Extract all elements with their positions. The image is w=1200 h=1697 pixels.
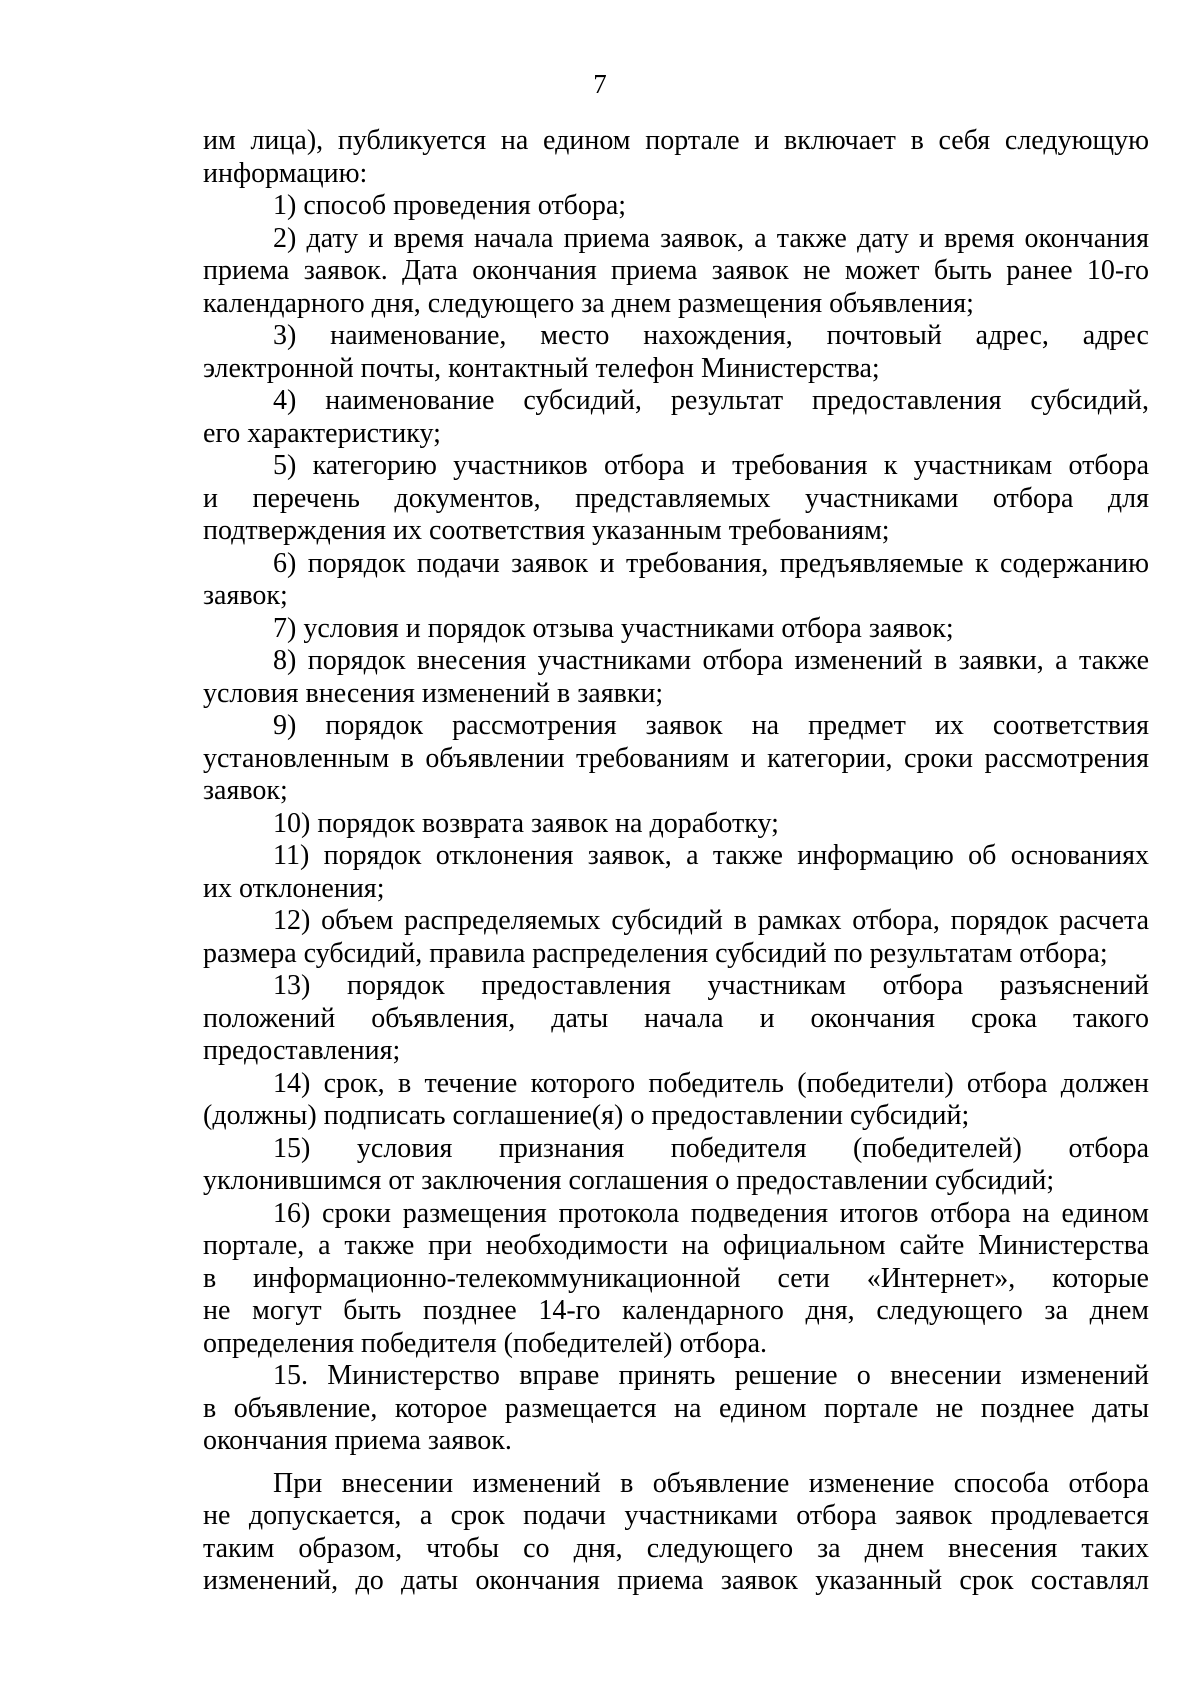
paragraph xyxy=(203,970,1149,1068)
paragraph xyxy=(203,1468,1149,1598)
paragraph xyxy=(203,1360,1149,1458)
paragraph xyxy=(203,1198,1149,1361)
text-line: в объявление, которое размещается на едином портале не позднее даты xyxy=(203,1392,1149,1424)
text-line: 6) порядок подачи заявок и требования, предъявляемые к содержанию xyxy=(273,547,1149,579)
text-line: 13) порядок предоставления участникам отбора разъяснений xyxy=(273,970,1149,1001)
paragraph xyxy=(203,450,1149,548)
text-line: изменений, до даты окончания приема заявок указанный срок составлял xyxy=(203,1565,1149,1596)
text-line: таким образом, чтобы со дня, следующего за днем внесения таких xyxy=(203,1532,1149,1564)
text-line: 2) дату и время начала приема заявок, а также дату и время окончания xyxy=(273,222,1149,254)
text-line: 15. Министерство вправе принять решение о внесении изменений xyxy=(273,1360,1149,1391)
paragraph xyxy=(203,808,1149,841)
text-line: При внесении изменений в объявление изменение способа отбора xyxy=(273,1467,1149,1499)
text-line: предоставления; xyxy=(203,1035,401,1066)
text-line: его характеристику; xyxy=(203,417,441,449)
paragraph xyxy=(203,613,1149,646)
text-line: 12) объем распределяемых субсидий в рамках отбора, порядок расчета xyxy=(273,905,1149,936)
text-line: установленным в объявлении требованиям и категории, сроки рассмотрения xyxy=(203,742,1149,774)
page-number: 7 xyxy=(593,69,607,99)
text-line: 1) способ проведения отбора; xyxy=(273,190,627,221)
text-line: подтверждения их соответствия указанным требованиям; xyxy=(203,515,890,546)
text-line: размера субсидий, правила распределения субсидий по результатам отбора; xyxy=(203,937,1108,969)
text-line: их отклонения; xyxy=(203,872,385,904)
text-line: приема заявок. Дата окончания приема заявок не может быть ранее 10-го xyxy=(203,255,1149,286)
text-line: и перечень документов, представляемых участниками отбора для xyxy=(203,482,1149,514)
paragraph xyxy=(203,645,1149,710)
text-line: 7) условия и порядок отзыва участниками отбора заявок; xyxy=(273,612,954,644)
text-line: 14) срок, в течение которого победитель (победители) отбора должен xyxy=(273,1067,1149,1099)
document-body xyxy=(203,125,1149,1598)
paragraph xyxy=(203,125,1149,190)
text-line: 5) категорию участников отбора и требования к участникам отбора xyxy=(273,450,1149,481)
text-line: информацию: xyxy=(203,157,368,189)
text-line: заявок; xyxy=(203,775,288,806)
text-line: заявок; xyxy=(203,580,288,611)
text-line: 16) сроки размещения протокола подведения итогов отбора на едином xyxy=(273,1197,1149,1229)
text-line: электронной почты, контактный телефон Министерства; xyxy=(203,352,880,384)
paragraph xyxy=(203,710,1149,808)
text-line: 11) порядок отклонения заявок, а также информацию об основаниях xyxy=(273,840,1149,871)
text-line: портале, а также при необходимости на официальном сайте Министерства xyxy=(203,1230,1149,1261)
paragraph xyxy=(203,905,1149,970)
text-line: (должны) подписать соглашение(я) о предоставлении субсидий; xyxy=(203,1100,970,1131)
paragraph xyxy=(203,223,1149,321)
text-line: уклонившимся от заключения соглашения о предоставлении субсидий; xyxy=(203,1165,1055,1196)
paragraph xyxy=(203,1068,1149,1133)
text-line: не допускается, а срок подачи участниками отбора заявок продлевается xyxy=(203,1500,1149,1531)
paragraph xyxy=(203,1133,1149,1198)
text-line: им лица), публикуется на едином портале и включает в себя следующую xyxy=(203,125,1149,156)
text-line: не могут быть позднее 14-го календарного дня, следующего за днем xyxy=(203,1295,1149,1326)
text-line: календарного дня, следующего за днем размещения объявления; xyxy=(203,287,974,319)
text-line: 10) порядок возврата заявок на доработку; xyxy=(273,807,779,839)
text-line: 4) наименование субсидий, результат предоставления субсидий, xyxy=(273,385,1149,416)
text-line: окончания приема заявок. xyxy=(203,1425,512,1456)
text-line: 3) наименование, место нахождения, почтовый адрес, адрес xyxy=(273,320,1149,351)
paragraph xyxy=(203,385,1149,450)
text-line: условия внесения изменений в заявки; xyxy=(203,677,664,709)
text-line: определения победителя (победителей) отбора. xyxy=(203,1327,768,1359)
paragraph xyxy=(203,320,1149,385)
paragraph xyxy=(203,548,1149,613)
paragraph xyxy=(203,840,1149,905)
text-line: в информационно-телекоммуникационной сети «Интернет», которые xyxy=(203,1262,1149,1294)
text-line: 15) условия признания победителя (победителей) отбора xyxy=(273,1132,1149,1164)
text-line: 9) порядок рассмотрения заявок на предмет их соответствия xyxy=(273,710,1149,741)
paragraph xyxy=(203,190,1149,223)
text-line: 8) порядок внесения участниками отбора изменений в заявки, а также xyxy=(273,645,1149,676)
text-line: положений объявления, даты начала и окончания срока такого xyxy=(203,1002,1149,1034)
